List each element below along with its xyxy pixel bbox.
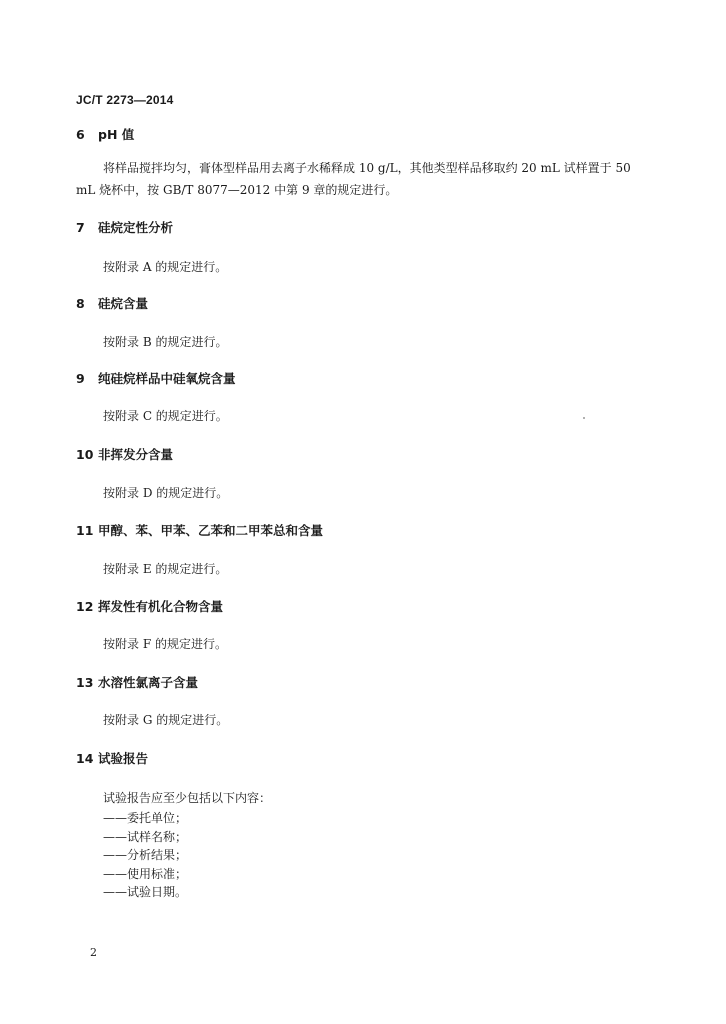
section-body-12: 按附录 F 的规定进行。 <box>103 637 227 651</box>
section-heading-8 <box>76 294 148 312</box>
section-body-7: 按附录 A 的规定进行。 <box>103 260 228 274</box>
page-number: 2 <box>90 946 97 959</box>
report-items <box>103 809 187 902</box>
section-number: 10 <box>76 447 94 462</box>
scan-speck <box>583 417 585 419</box>
section-number: 14 <box>76 751 94 766</box>
section-number: 8 <box>76 296 85 311</box>
section-heading-6 <box>76 125 134 143</box>
section-number: 7 <box>76 220 85 235</box>
section-number: 9 <box>76 371 85 386</box>
section-number: 12 <box>76 599 94 614</box>
section-heading-14 <box>76 749 148 767</box>
section-title: 硅烷定性分析 <box>98 220 174 235</box>
list-item: ——分析结果； <box>103 848 188 862</box>
section-body-13: 按附录 G 的规定进行。 <box>103 713 229 727</box>
list-item: ——使用标准； <box>103 866 188 881</box>
ph-paragraph: 将样品搅拌均匀，膏体型样品用去离子水稀释成 10 g/L，其他类型样品移取约 20 mL 试样置于 50 mL 烧杯中，按 GB/T 8077—2012 中第 9 章的规定进行。 <box>76 161 631 197</box>
report-intro: 试验报告应至少包括以下内容： <box>103 791 272 805</box>
section-body-8: 按附录 B 的规定进行。 <box>103 335 228 349</box>
section-heading-7 <box>76 218 173 236</box>
section-body-11: 按附录 E 的规定进行。 <box>103 562 228 576</box>
section-heading-11 <box>76 521 323 539</box>
section-title: 甲醇、苯、甲苯、乙苯和二甲苯总和含量 <box>98 523 324 538</box>
section-title: 试验报告 <box>98 751 149 766</box>
section-title: 硅烷含量 <box>98 296 149 311</box>
section-title: 非挥发分含量 <box>98 447 174 462</box>
section-title: 挥发性有机化合物含量 <box>98 599 224 614</box>
list-item: ——委托单位； <box>103 811 188 825</box>
section-title: 纯硅烷样品中硅氧烷含量 <box>98 371 236 386</box>
standard-code: JC/T 2273—2014 <box>76 93 174 107</box>
section-number: 13 <box>76 675 94 690</box>
section-heading-12 <box>76 597 223 615</box>
section-number: 6 <box>76 127 85 142</box>
section-title: 水溶性氯离子含量 <box>98 675 199 690</box>
section-heading-9 <box>76 369 236 387</box>
section-title: pH 值 <box>98 127 135 142</box>
section-body-9: 按附录 C 的规定进行。 <box>103 409 228 423</box>
section-number: 11 <box>76 523 94 538</box>
section-heading-10 <box>76 445 173 463</box>
section-body-10: 按附录 D 的规定进行。 <box>103 486 229 500</box>
section-heading-13 <box>76 673 198 691</box>
list-item: ——试验日期。 <box>103 885 188 899</box>
list-item: ——试样名称； <box>103 829 188 844</box>
